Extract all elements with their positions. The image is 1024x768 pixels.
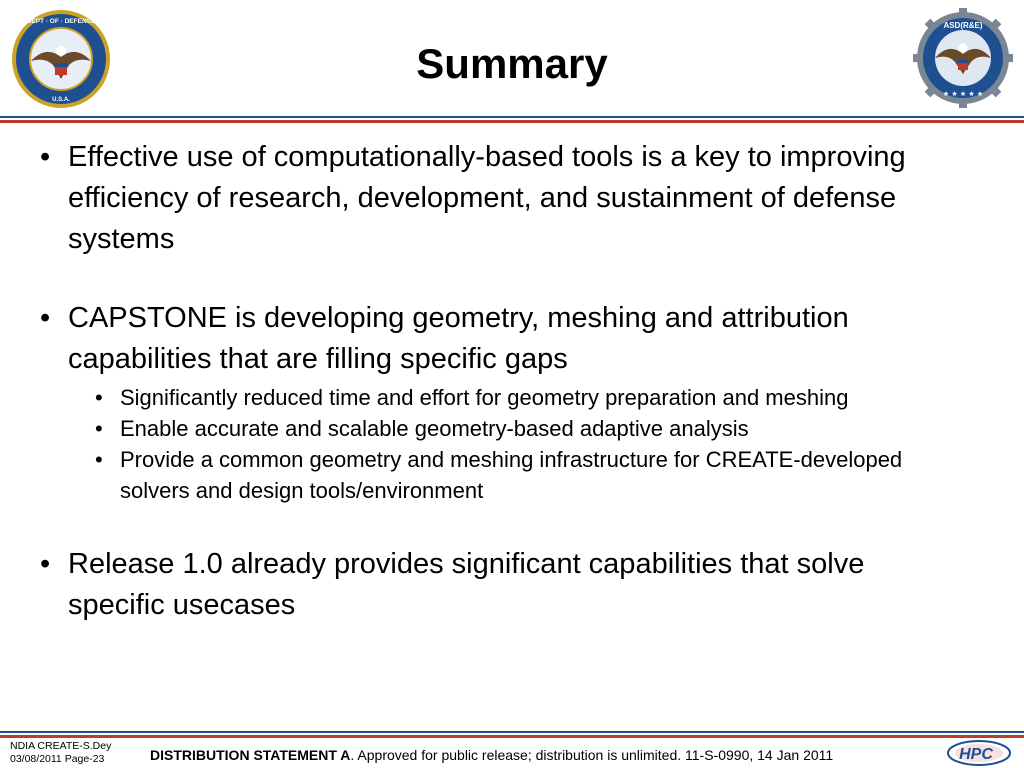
hpc-logo [946, 739, 1012, 767]
header-divider [0, 116, 1024, 123]
footer-date-page: 03/08/2011 Page-23 [10, 753, 105, 765]
bullet-item [40, 137, 940, 260]
footer-author: NDIA CREATE-S.Dey [10, 740, 112, 752]
asd-rande-seal [913, 8, 1013, 108]
sub-bullet-text: Significantly reduced time and effort for geometry preparation and meshing [120, 385, 849, 410]
bullet-marker: • [40, 141, 51, 173]
sub-bullet-marker: • [95, 416, 103, 441]
bullet-marker: • [40, 302, 51, 334]
page-title: Summary [416, 40, 608, 87]
gear-eagle-icon [913, 8, 1013, 108]
sub-bullet-text: Enable accurate and scalable geometry-based adaptive analysis [120, 416, 749, 441]
sub-bullet-marker: • [95, 385, 103, 410]
bullet-item [40, 544, 940, 626]
svg-text:DEPT · OF · DEFENSE: DEPT · OF · DEFENSE [26, 18, 96, 25]
bullet-list [40, 137, 940, 626]
footer-slide-info [10, 740, 111, 766]
bullet-item [40, 298, 940, 380]
hpc-logo-icon [946, 739, 1012, 767]
svg-text:U.S.A.: U.S.A. [52, 97, 70, 103]
sub-bullet-list [40, 382, 940, 506]
sub-bullet-text: Provide a common geometry and meshing infrastructure for CREATE-developed solvers and design tools/environment [120, 447, 903, 503]
sub-bullet-item [95, 444, 910, 506]
sub-bullet-marker: • [95, 447, 103, 472]
hpc-logo-text: HPC [959, 746, 993, 763]
seal-label: ASD(R&E) [943, 21, 983, 30]
bullet-text: CAPSTONE is developing geometry, meshing and attribution capabilities that are filling specific gaps [68, 302, 849, 375]
bullet-text: Release 1.0 already provides significant capabilities that solve specific usecases [68, 548, 865, 621]
distribution-statement [150, 746, 833, 764]
bullet-text: Effective use of computationally-based tools is a key to improving efficiency of research, development, and sustainment of defense systems [68, 141, 906, 255]
distribution-text: . Approved for public release; distribution is unlimited. 11-S-0990, 14 Jan 2011 [350, 747, 834, 763]
bullet-marker: • [40, 548, 51, 580]
sub-bullet-item [95, 413, 910, 444]
sub-bullet-item [95, 382, 910, 413]
svg-text:★ ★ ★ ★ ★: ★ ★ ★ ★ ★ [942, 90, 984, 98]
distribution-label: DISTRIBUTION STATEMENT A [150, 747, 351, 763]
footer-divider [0, 731, 1024, 738]
